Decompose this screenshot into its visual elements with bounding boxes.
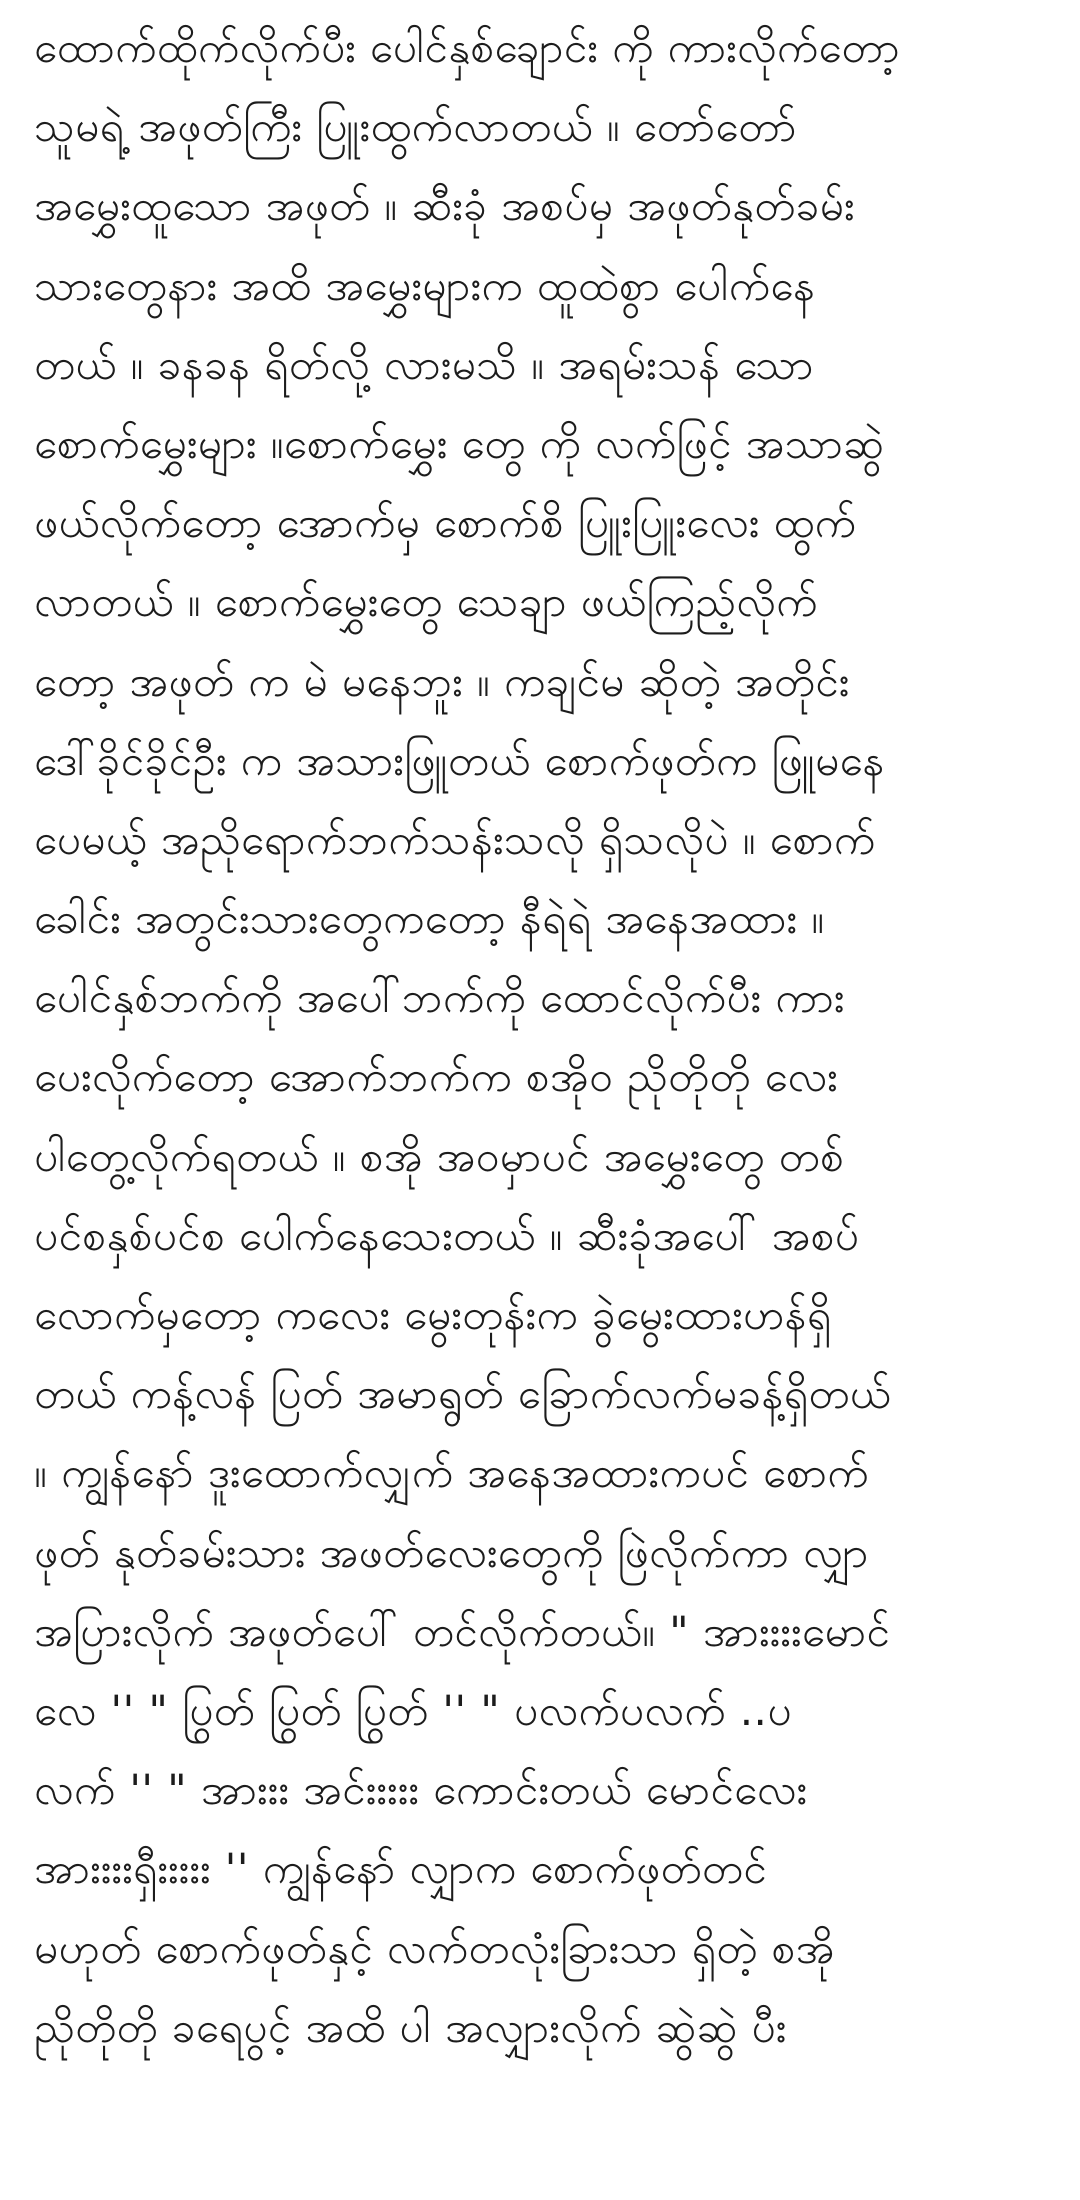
text-line: ဒေါ်ခိုင်ခိုင်ဦး က အသားဖြူတယ် စောက်ဖုတ်က ဖြူမနေ	[34, 735, 885, 785]
story-text	[34, 8, 1054, 2067]
text-line: သားတွေနား အထိ အမွှေးများက ထူထဲစွာ ပေါက်နေ	[34, 260, 816, 310]
text-line: အပြားလိုက် အဖုတ်ပေါ် တင်လိုက်တယ်။ " အားးးးမောင်	[34, 1606, 891, 1656]
text-line: ညိုတိုတို ခရေပွင့် အထိ ပါ အလျှားလိုက် ဆွဲဆွဲ ပီး	[34, 2002, 787, 2052]
text-line: လာတယ် ။ စောက်မွှေးတွေ သေချာ ဖယ်ကြည့်လိုက်	[34, 577, 818, 627]
text-line: သူမရဲ့ အဖုတ်ကြီး ပြူးထွက်လာတယ် ။ တော်တော်	[34, 102, 797, 152]
text-line: ။ ကျွန်နော် ဒူးထောက်လျှက် အနေအထားကပင် စောက်	[34, 1448, 869, 1498]
text-line: တယ် ။ ခနခန ရိတ်လို့ လားမသိ ။ အရမ်းသန် သော	[34, 339, 814, 389]
text-line: လောက်မှတော့ ကလေး မွေးတုန်းက ခွဲမွေးထားဟန်ရှိ	[34, 1290, 832, 1339]
text-line: တော့ အဖုတ် က မဲ မနေဘူး ။ ကချင်မ ဆိုတဲ့ အတိုင်း	[34, 656, 850, 706]
text-line: ပင်စနှစ်ပင်စ ပေါက်နေသေးတယ် ။ ဆီးခုံအပေါ် အစပ်	[34, 1210, 860, 1260]
text-line: ပေမယ့် အညိုရောက်ဘက်သန်းသလို ရှိသလိုပဲ ။ စောက်	[34, 814, 876, 864]
text-line: ဖယ်လိုက်တော့ အောက်မှ စောက်စိ ပြူးပြူးလေး ထွက်	[34, 498, 857, 548]
text-line: လက် '' " အားးး အင်းးးးး ကောင်းတယ် မောင်လေး	[34, 1765, 808, 1815]
text-line: မဟုတ် စောက်ဖုတ်နှင့် လက်တလုံးခြားသာ ရှိတဲ့ စအို	[34, 1923, 835, 1973]
text-line: ပေးလိုက်တော့ အောက်ဘက်က စအိုဝ ညိုတိုတို လေး	[34, 1052, 838, 1102]
text-line: ခေါင်း အတွင်းသားတွေကတော့ နီရဲရဲ အနေအထား ။	[34, 894, 825, 944]
text-line: လေ '' " ပြွတ် ပြွတ် ပြွတ် '' " ပလက်ပလက် ..ပ	[34, 1685, 792, 1735]
text-line: တယ် ကန့်လန် ပြတ် အမာရွတ် ခြောက်လက်မခန့်ရှိတယ်	[34, 1369, 892, 1419]
text-line: ပေါင်နှစ်ဘက်ကို အပေါ်ဘက်ကို ထောင်လိုက်ပီး ကား	[34, 973, 845, 1023]
text-line: အားးးးရှီးးးးး '' ကျွန်နော် လျှာက စောက်ဖုတ်တင်	[34, 1844, 768, 1894]
text-line: အမွှေးထူသော အဖုတ် ။ ဆီးခုံ အစပ်မှ အဖုတ်နုတ်ခမ်း	[34, 181, 855, 231]
text-line: ဖုတ် နုတ်ခမ်းသား အဖတ်လေးတွေကို ဖြဲလိုက်ကာ လျှာ	[34, 1527, 869, 1577]
text-line: စောက်မွှေးများ ။စောက်မွှေး တွေ ကို လက်ဖြင့် အသာဆွဲ	[34, 418, 885, 468]
text-line: ပါတွေ့လိုက်ရတယ် ။ စအို အဝမှာပင် အမွှေးတွေ တစ်	[34, 1131, 845, 1181]
text-line: ထောက်ထိုက်လိုက်ပီး ပေါင်နှစ်ချောင်း ကို ကားလိုက်တော့	[34, 23, 900, 72]
